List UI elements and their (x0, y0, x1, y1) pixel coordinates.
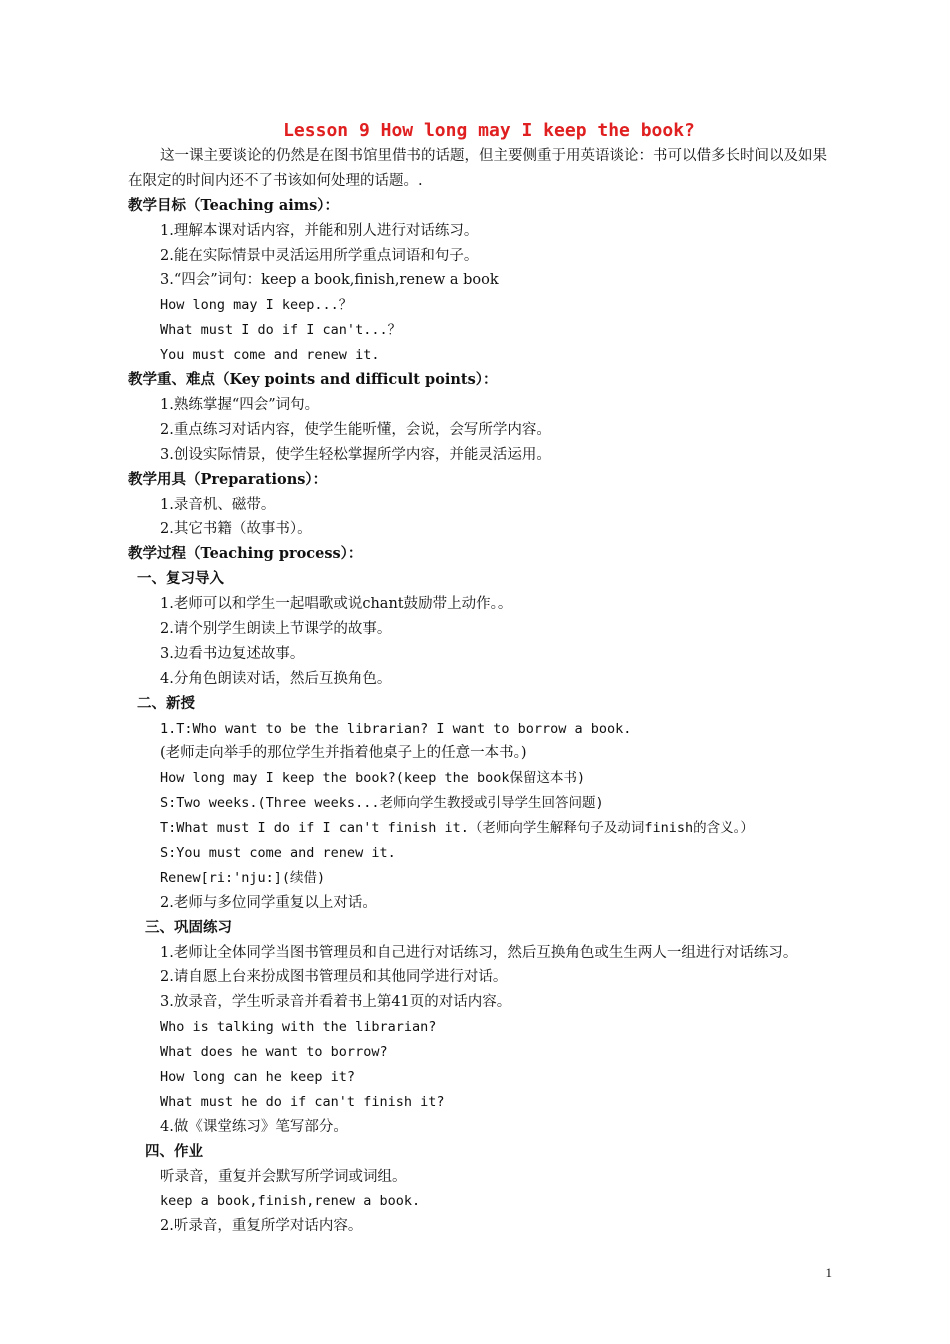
new-item: S:Two weeks.(Three weeks...老师向学生教授或引导学生回答问题) (160, 795, 604, 812)
new-item: S:You must come and renew it. (160, 844, 396, 861)
homework-item: keep a book,finish,renew a book. (160, 1193, 421, 1210)
practice-question: Who is talking with the librarian? (160, 1019, 437, 1036)
lesson-title: Lesson 9 How long may I keep the book? (283, 120, 695, 141)
aims-sentence: What must I do if I can't...？ (160, 322, 402, 339)
new-item: 2.老师与多位同学重复以上对话。 (160, 894, 377, 911)
preparations-item: 1.录音机、磁带。 (160, 496, 276, 513)
aims-item: 1.理解本课对话内容，并能和别人进行对话练习。 (160, 222, 479, 239)
section-practice-heading: 三、巩固练习 (145, 918, 232, 936)
document-body (128, 118, 836, 1239)
practice-question: What must he do if can't finish it? (160, 1093, 445, 1110)
homework-item: 2.听录音，重复所学对话内容。 (160, 1218, 363, 1235)
key-points-item: 2.重点练习对话内容，使学生能听懂，会说，会写所学内容。 (160, 421, 551, 438)
practice-item: 1.老师让全体同学当图书管理员和自己进行对话练习，然后互换角色或生生两人一组进行对话练习。 (160, 944, 798, 961)
key-points-heading: 教学重、难点（Key points and difficult points）： (128, 371, 498, 389)
homework-item: 听录音，重复并会默写所学词或词组。 (160, 1168, 407, 1185)
page-number: 1 (825, 1265, 832, 1280)
intro-paragraph: 这一课主要谈论的仍然是在图书馆里借书的话题，但主要侧重于用英语谈论：书可以借多长时间以及如果在限定的时间内还不了书该如何处理的话题。. (128, 148, 827, 189)
new-item: Renew[ri:'nju:](续借) (160, 869, 326, 886)
new-item: 1.T:Who want to be the librarian? I want to borrow a book. (160, 720, 632, 737)
process-heading: 教学过程（Teaching process）： (128, 545, 363, 563)
practice-question: How long can he keep it? (160, 1069, 356, 1085)
preparations-item: 2.其它书籍（故事书）。 (160, 521, 312, 538)
aims-sentence: You must come and renew it. (160, 347, 380, 364)
new-item: (老师走向举手的那位学生并指着他桌子上的任意一本书。) (160, 745, 527, 762)
new-item: T:What must I do if I can't finish it.（老师向学生解释句子及动词finish的含义。） (160, 820, 754, 837)
section-homework-heading: 四、作业 (145, 1142, 203, 1160)
aims-heading: 教学目标（Teaching aims）： (128, 196, 340, 214)
practice-item: 3.放录音，学生听录音并看着书上第41页的对话内容。 (160, 994, 512, 1011)
new-item: How long may I keep the book?(keep the book保留这本书) (160, 770, 586, 787)
review-item: 3.边看书边复述故事。 (160, 645, 305, 662)
preparations-heading: 教学用具（Preparations）： (128, 470, 328, 488)
aims-item: 2.能在实际情景中灵活运用所学重点词语和句子。 (160, 247, 479, 264)
section-new-heading: 二、新授 (137, 694, 195, 712)
review-item: 1.老师可以和学生一起唱歌或说chant鼓励带上动作。。 (160, 596, 513, 613)
aims-sentence: How long may I keep...？ (160, 297, 353, 314)
aims-item: 3.“四会”词句：keep a book,finish,renew a book (160, 272, 499, 289)
practice-item: 2.请自愿上台来扮成图书管理员和其他同学进行对话。 (160, 969, 508, 986)
review-item: 2.请个别学生朗读上节课学的故事。 (160, 620, 392, 637)
section-review-heading: 一、复习导入 (137, 570, 224, 588)
practice-question: What does he want to borrow? (160, 1044, 388, 1061)
review-item: 4.分角色朗读对话，然后互换角色。 (160, 670, 392, 687)
key-points-item: 3.创设实际情景，使学生轻松掌握所学内容，并能灵活运用。 (160, 446, 551, 463)
key-points-item: 1.熟练掌握“四会”词句。 (160, 396, 320, 413)
practice-item: 4.做《课堂练习》笔写部分。 (160, 1118, 348, 1135)
